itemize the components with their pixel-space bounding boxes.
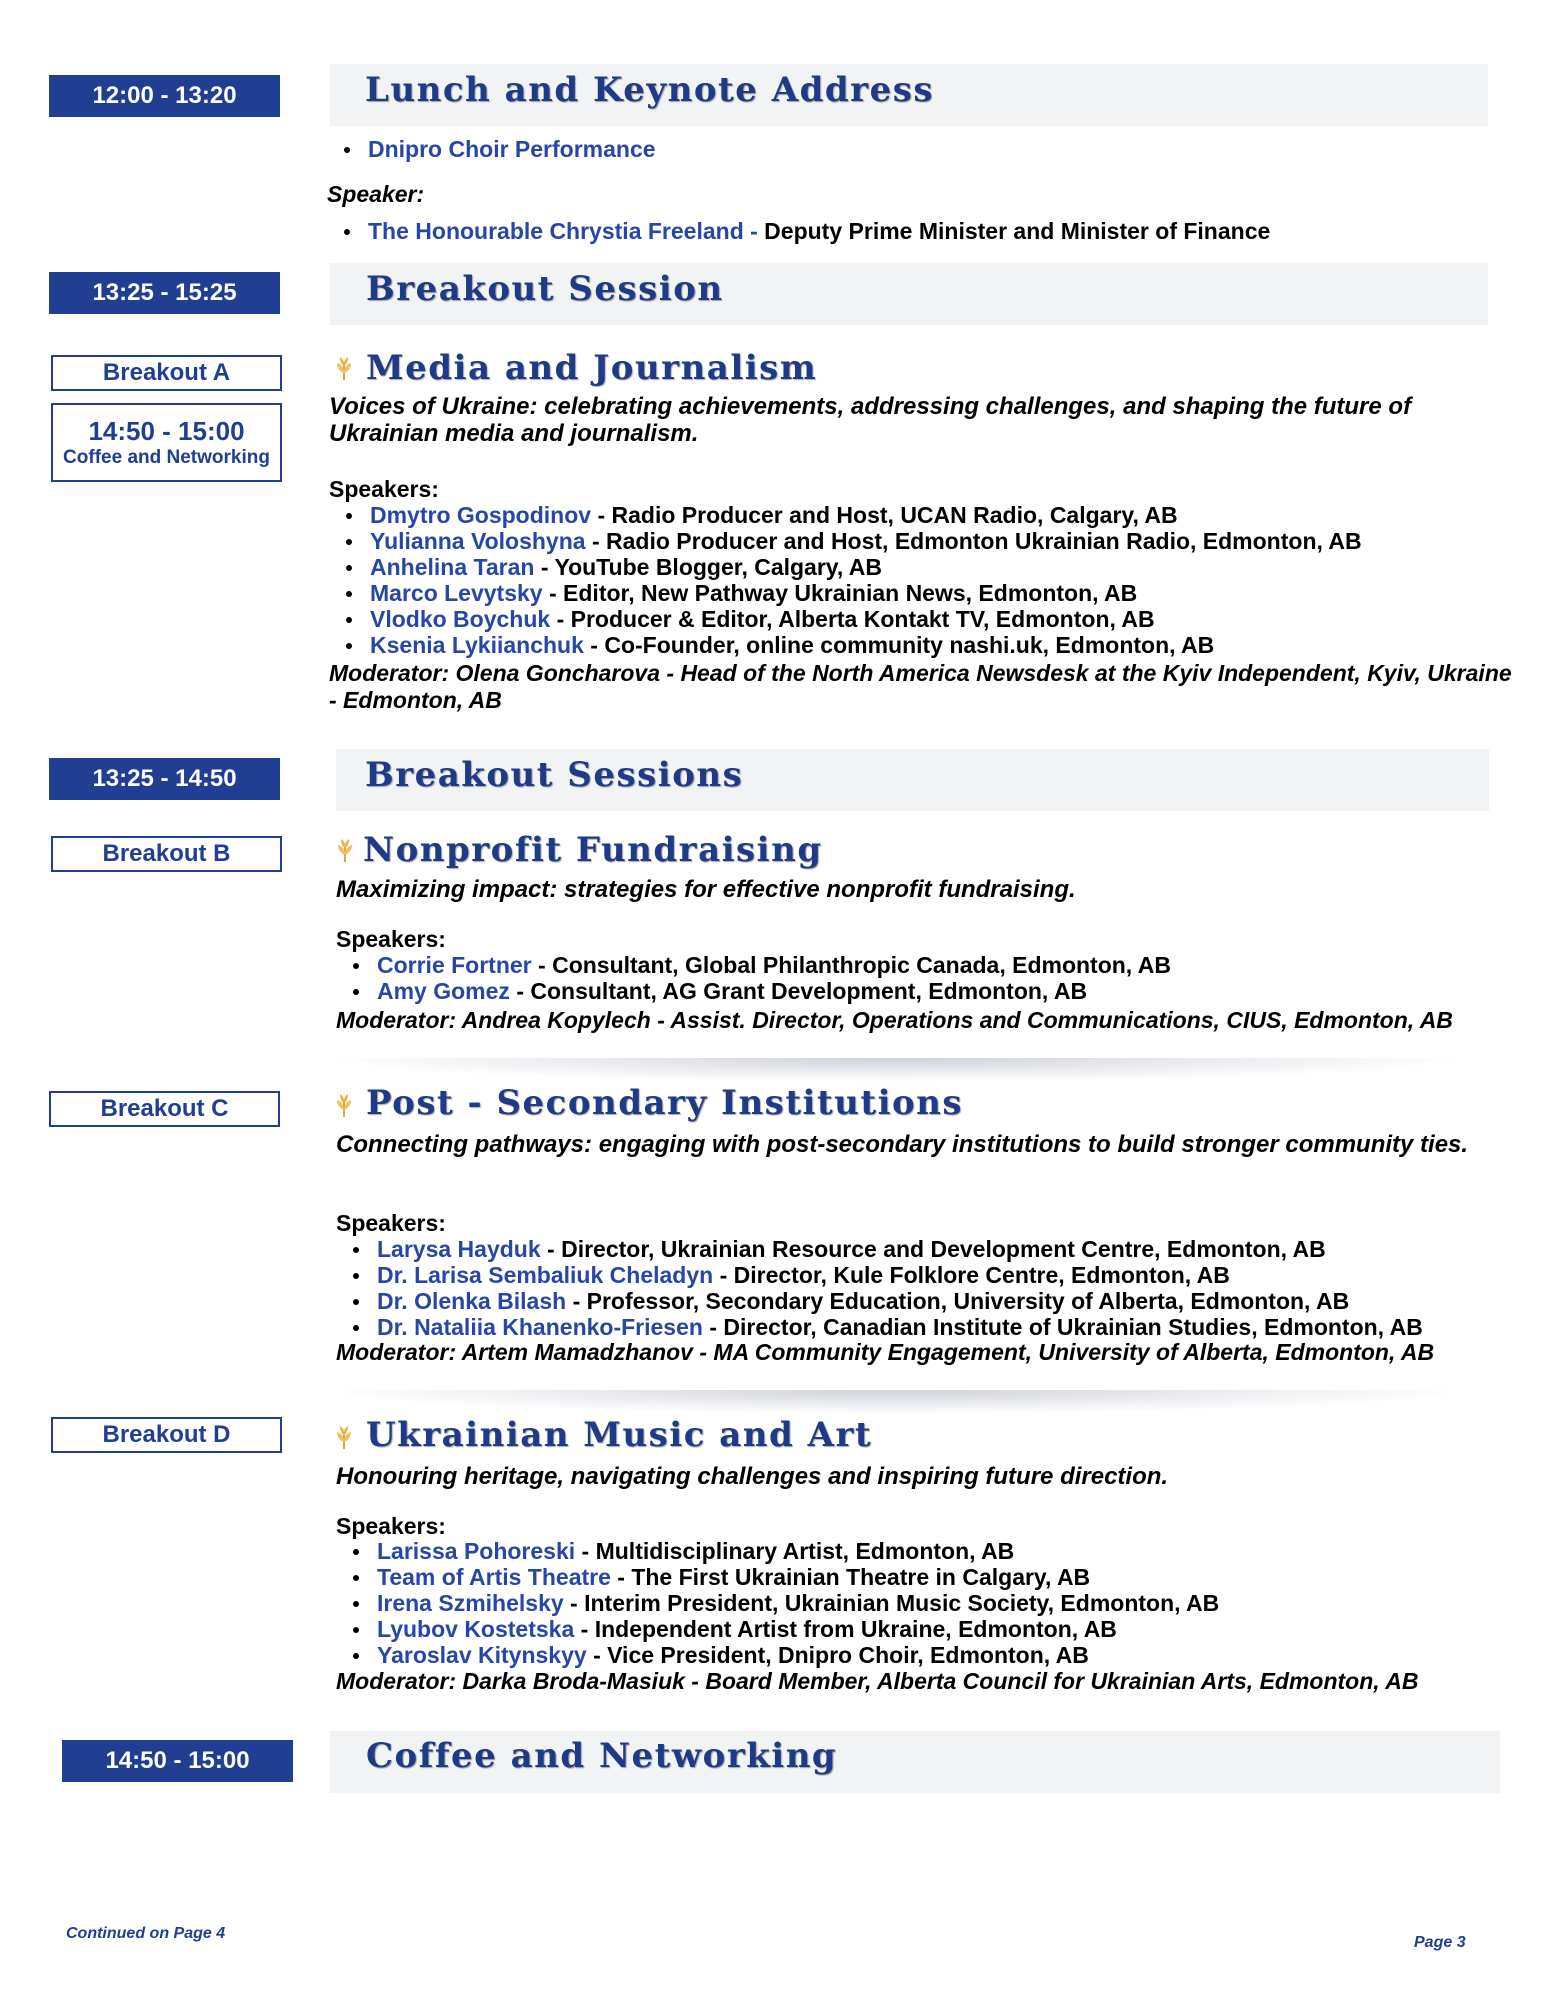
list-item: Yaroslav Kitynskyy - Vice President, Dnipro Choir, Edmonton, AB bbox=[377, 1642, 1219, 1668]
breakout-a-label: Breakout A bbox=[51, 355, 282, 391]
list-item: Lyubov Kostetska - Independent Artist from Ukraine, Edmonton, AB bbox=[377, 1616, 1219, 1642]
breakout-c-speakers bbox=[337, 1236, 1423, 1340]
breakout-a-moderator: Moderator: Olena Goncharova - Head of the North America Newsdesk at the Kyiv Independent, Kyiv, Ukraine - Edmonton, AB bbox=[329, 660, 1512, 713]
list-item: Dr. Olenka Bilash - Professor, Secondary Education, University of Alberta, Edmonton, AB bbox=[377, 1288, 1423, 1314]
time-coffee: 14:50 - 15:00 bbox=[62, 1740, 293, 1782]
footer-continued: Continued on Page 4 bbox=[66, 1925, 226, 1942]
list-item: Yulianna Voloshyna - Radio Producer and Host, Edmonton Ukrainian Radio, Edmonton, AB bbox=[370, 528, 1362, 554]
list-item: Anhelina Taran - YouTube Blogger, Calgary, AB bbox=[370, 554, 1362, 580]
list-item: Marco Levytsky - Editor, New Pathway Ukrainian News, Edmonton, AB bbox=[370, 580, 1362, 606]
breakout-b-label: Breakout B bbox=[51, 836, 282, 872]
wheat-icon bbox=[334, 837, 356, 863]
list-item: Dr. Larisa Sembaliuk Cheladyn - Director, Kule Folklore Centre, Edmonton, AB bbox=[377, 1262, 1423, 1288]
list-item: Corrie Fortner - Consultant, Global Philanthropic Canada, Edmonton, AB bbox=[377, 952, 1171, 978]
list-item: The Honourable Chrystia Freeland - Deputy Prime Minister and Minister of Finance bbox=[368, 218, 1271, 244]
breakout-d-speakers-label: Speakers: bbox=[336, 1513, 446, 1539]
list-item: Team of Artis Theatre - The First Ukrainian Theatre in Calgary, AB bbox=[377, 1564, 1219, 1590]
list-item: Larissa Pohoreski - Multidisciplinary Artist, Edmonton, AB bbox=[377, 1538, 1219, 1564]
list-item: Ksenia Lykiianchuk - Co-Founder, online community nashi.uk, Edmonton, AB bbox=[370, 632, 1362, 658]
coffee-label: Coffee and Networking bbox=[63, 446, 270, 468]
breakout-b-speakers bbox=[337, 952, 1171, 1004]
breakout-d-label: Breakout D bbox=[51, 1417, 282, 1453]
breakout-c-title: Post - Secondary Institutions bbox=[366, 1083, 964, 1123]
list-item: Dr. Nataliia Khanenko-Friesen - Director, Canadian Institute of Ukrainian Studies, Edmonton, AB bbox=[377, 1314, 1423, 1340]
breakout-c-moderator: Moderator: Artem Mamadzhanov - MA Community Engagement, University of Alberta, Edmonton, AB bbox=[336, 1339, 1435, 1365]
breakout-b-description: Maximizing impact: strategies for effective nonprofit fundraising. bbox=[336, 876, 1076, 903]
divider bbox=[320, 1390, 1470, 1414]
list-item: Dmytro Gospodinov - Radio Producer and Host, UCAN Radio, Calgary, AB bbox=[370, 502, 1362, 528]
breakout-a-title: Media and Journalism bbox=[366, 348, 818, 388]
wheat-icon bbox=[333, 1092, 355, 1118]
breakout-c-speakers-label: Speakers: bbox=[336, 1210, 446, 1236]
breakout-d-speakers bbox=[337, 1538, 1219, 1668]
lunch-speaker-label: Speaker: bbox=[327, 181, 425, 207]
lunch-title: Lunch and Keynote Address bbox=[365, 70, 934, 110]
breakout-d-moderator: Moderator: Darka Broda-Masiuk - Board Member, Alberta Council for Ukrainian Arts, Edmonton, AB bbox=[336, 1668, 1419, 1694]
lunch-items bbox=[328, 136, 656, 162]
breakout-b-speakers-label: Speakers: bbox=[336, 926, 446, 952]
list-item: Amy Gomez - Consultant, AG Grant Development, Edmonton, AB bbox=[377, 978, 1171, 1004]
divider bbox=[320, 1058, 1470, 1082]
breakout-a-coffee-box bbox=[51, 403, 282, 482]
time-breakout-sessions: 13:25 - 14:50 bbox=[49, 758, 280, 800]
breakout-session-title: Breakout Session bbox=[366, 269, 724, 309]
breakout-sessions-title: Breakout Sessions bbox=[365, 755, 744, 795]
list-item: Vlodko Boychuk - Producer & Editor, Alberta Kontakt TV, Edmonton, AB bbox=[370, 606, 1362, 632]
breakout-d-title: Ukrainian Music and Art bbox=[366, 1415, 873, 1455]
wheat-icon bbox=[333, 1424, 355, 1450]
coffee-title: Coffee and Networking bbox=[366, 1736, 838, 1776]
breakout-a-description: Voices of Ukraine: celebrating achievements, addressing challenges, and shaping the future of Ukrainian media and journalism. bbox=[329, 393, 1412, 447]
footer-page-number: Page 3 bbox=[1414, 1934, 1466, 1951]
coffee-time: 14:50 - 15:00 bbox=[88, 415, 245, 446]
breakout-d-description: Honouring heritage, navigating challenges and inspiring future direction. bbox=[336, 1463, 1169, 1490]
time-breakout-session: 13:25 - 15:25 bbox=[49, 272, 280, 314]
breakout-a-speakers-label: Speakers: bbox=[329, 476, 439, 502]
breakout-a-speakers bbox=[330, 502, 1362, 658]
breakout-c-label: Breakout C bbox=[49, 1091, 280, 1127]
lunch-speakers bbox=[328, 218, 1270, 244]
breakout-b-title: Nonprofit Fundraising bbox=[363, 830, 823, 870]
breakout-b-moderator: Moderator: Andrea Kopylech - Assist. Director, Operations and Communications, CIUS, Edmonton, AB bbox=[336, 1007, 1453, 1033]
breakout-c-description: Connecting pathways: engaging with post-secondary institutions to build stronger community ties. bbox=[336, 1131, 1469, 1158]
wheat-icon bbox=[333, 355, 355, 381]
list-item: Larysa Hayduk - Director, Ukrainian Resource and Development Centre, Edmonton, AB bbox=[377, 1236, 1423, 1262]
list-item: Irena Szmihelsky - Interim President, Ukrainian Music Society, Edmonton, AB bbox=[377, 1590, 1220, 1616]
time-lunch: 12:00 - 13:20 bbox=[49, 75, 280, 117]
list-item: Dnipro Choir Performance bbox=[368, 136, 656, 162]
